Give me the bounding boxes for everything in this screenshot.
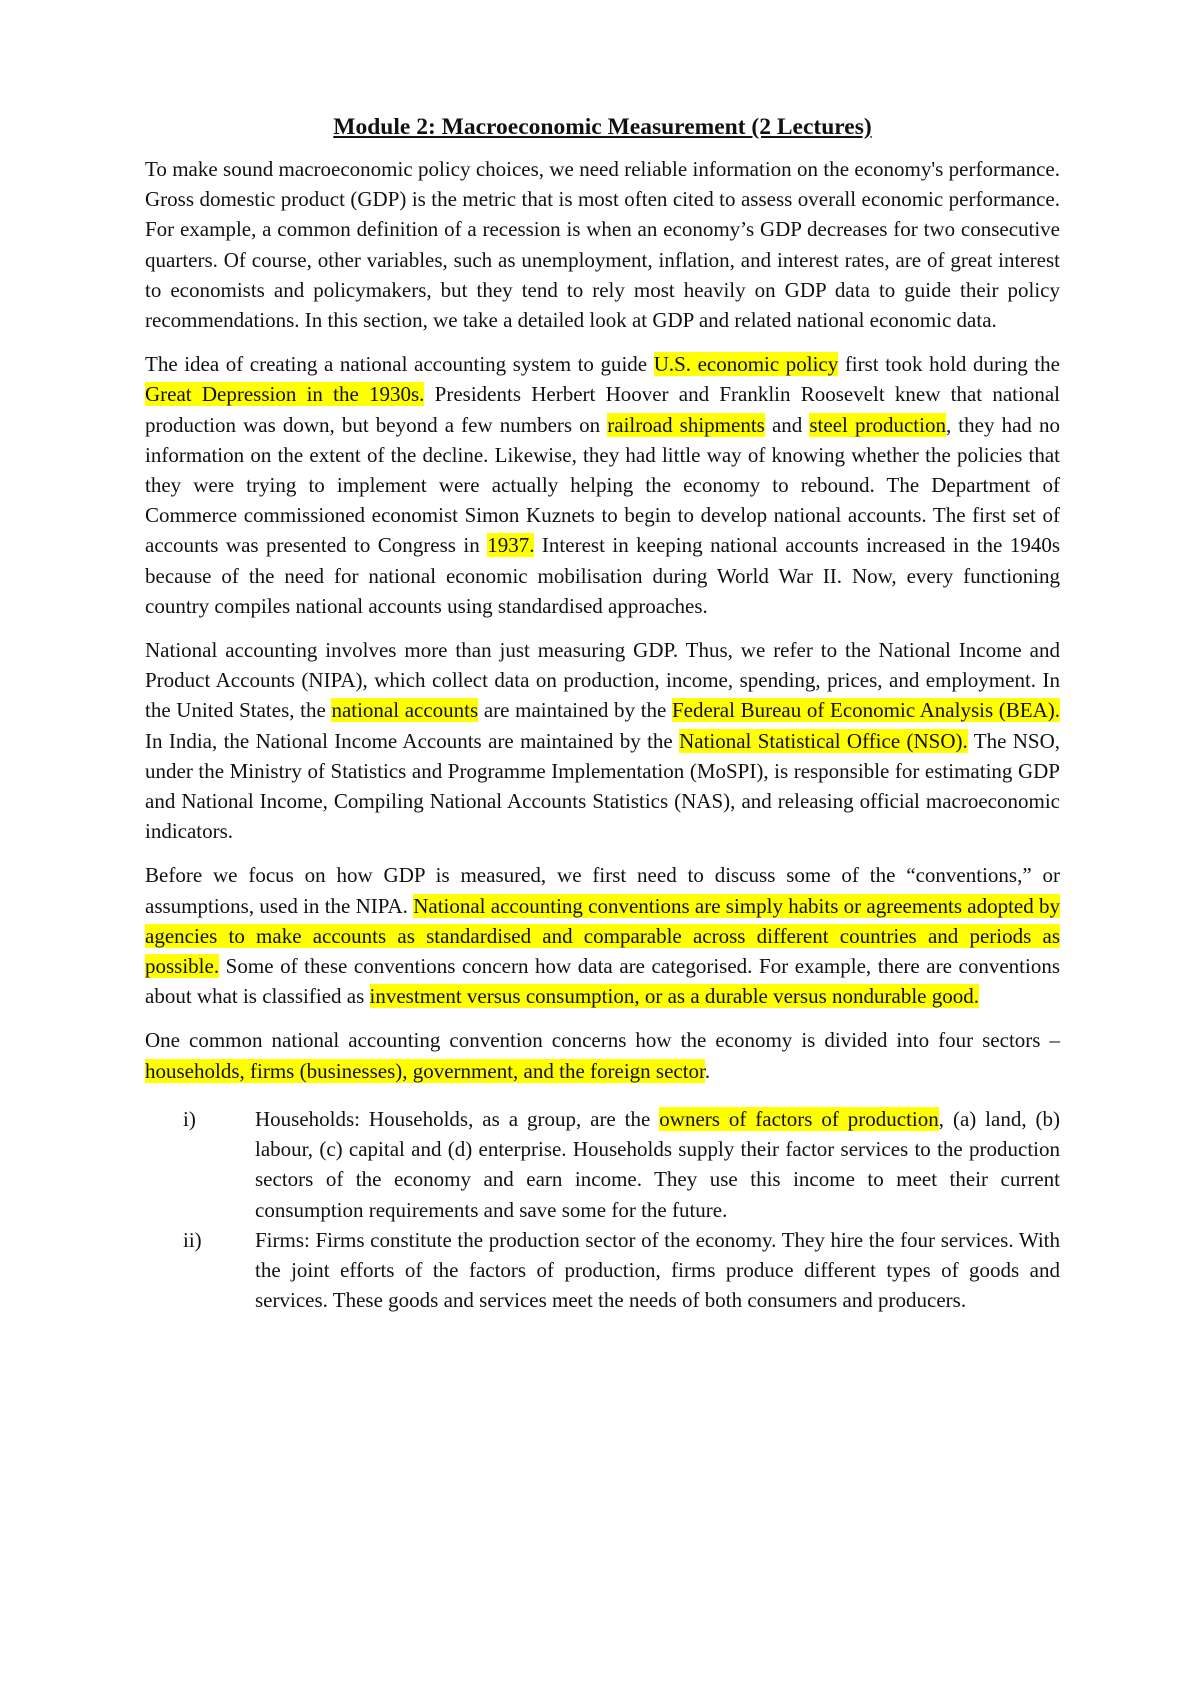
text-segment: Before we focus on how GDP is measured, we first need to discuss some of the “conventions,” or assumptions, used in the NIPA.	[145, 863, 1060, 918]
text-segment: The idea of creating a national accounting system to guide	[145, 352, 654, 377]
text-segment: One common national accounting convention concerns how the economy is divided into four sectors –	[145, 1028, 1060, 1053]
text-segment: To make sound macroeconomic policy choices, we need reliable information on the economy's performance. Gross domestic product (GDP) is the metric that is most often cited to assess overall economic performance. For example, a common definition of a recession is when an economy’s GDP decreases for two consecutive quarters. Of course, other variables, such as unemployment, inflation, and interest rates, are of great interest to economists and policymakers, but they tend to rely most heavily on GDP data to guide their policy recommendations. In this section, we take a detailed look at GDP and related national economic data.	[145, 157, 1060, 333]
list-item-text	[255, 1225, 1060, 1316]
paragraph	[145, 349, 1060, 621]
list-item	[145, 1104, 1060, 1225]
text-segment: The NSO, under the Ministry of Statistics and Programme Implementation (MoSPI), is responsible for estimating GDP and National Income, Compiling National Accounts Statistics (NAS), and releasing official macroeconomic indicators.	[145, 728, 1060, 844]
highlighted-text: Federal Bureau of Economic Analysis (BEA).	[671, 698, 1060, 723]
document-title: Module 2: Macroeconomic Measurement (2 Lectures)	[333, 114, 872, 140]
text-segment: Households: Households, as a group, are the	[255, 1106, 660, 1131]
highlighted-text: U.S. economic policy	[653, 352, 839, 377]
paragraph	[145, 154, 1060, 335]
highlighted-text: investment versus consumption, or as a durable versus nondurable good.	[369, 984, 979, 1009]
paragraph	[145, 1025, 1060, 1085]
text-segment: .	[704, 1058, 711, 1083]
highlighted-text: railroad shipments	[607, 412, 765, 437]
list-item-text	[255, 1104, 1060, 1225]
text-segment: first took hold during the	[838, 352, 1061, 377]
text-segment: , (a) land, (b) labour, (c) capital and (d) enterprise. Households supply their factor services to the production sectors of the economy and earn income. They use this income to meet their current consumption requirements and save some for the future.	[255, 1106, 1061, 1222]
document-page	[145, 112, 1060, 1315]
highlighted-text: households, firms (businesses), government, and the foreign sector	[145, 1058, 705, 1083]
list-marker: i)	[183, 1106, 196, 1131]
highlighted-text: National accounting conventions are simply habits or agreements adopted by agencies to make accounts as standardised and comparable across different countries and periods as possible.	[145, 893, 1061, 979]
highlighted-text: owners of factors of production	[659, 1106, 939, 1131]
paragraph	[145, 635, 1060, 846]
highlighted-text: national accounts	[331, 698, 479, 723]
list-item	[145, 1225, 1060, 1316]
text-segment: and	[764, 412, 810, 437]
text-segment: are maintained by the	[478, 698, 672, 723]
highlighted-text: 1937.	[487, 533, 535, 558]
highlighted-text: Great Depression in the 1930s.	[145, 382, 425, 407]
text-segment: Interest in keeping national accounts increased in the 1940s because of the need for national economic mobilisation during World War II. Now, every functioning country compiles national accounts using standardised approaches.	[145, 533, 1060, 618]
text-segment: Firms: Firms constitute the production sector of the economy. They hire the four services. With the joint efforts of the factors of production, firms produce different types of goods and services. These goods and services meet the needs of both consumers and producers.	[255, 1227, 1060, 1313]
text-segment: Presidents Herbert Hoover and Franklin Roosevelt knew that national production was down, but beyond a few numbers on	[145, 382, 1060, 437]
list-marker: ii)	[183, 1227, 202, 1252]
paragraph	[145, 860, 1060, 1011]
text-segment: Some of these conventions concern how data are categorised. For example, there are conventions about what is classified as	[145, 954, 1060, 1009]
text-segment: In India, the National Income Accounts are maintained by the	[145, 728, 680, 753]
sector-list	[145, 1104, 1060, 1315]
highlighted-text: steel production	[809, 412, 946, 437]
text-segment: , they had no information on the extent of the decline. Likewise, they had little way of knowing whether the policies that they were trying to implement were actually helping the economy to rebound. The Department of Commerce commissioned economist Simon Kuznets to begin to develop national accounts. The first set of accounts was presented to Congress in	[145, 412, 1060, 558]
highlighted-text: National Statistical Office (NSO).	[679, 728, 968, 753]
body-paragraphs	[145, 154, 1060, 1086]
text-segment: National accounting involves more than just measuring GDP. Thus, we refer to the National Income and Product Accounts (NIPA), which collect data on production, income, spending, prices, and employment. In the United States, the	[145, 638, 1060, 723]
